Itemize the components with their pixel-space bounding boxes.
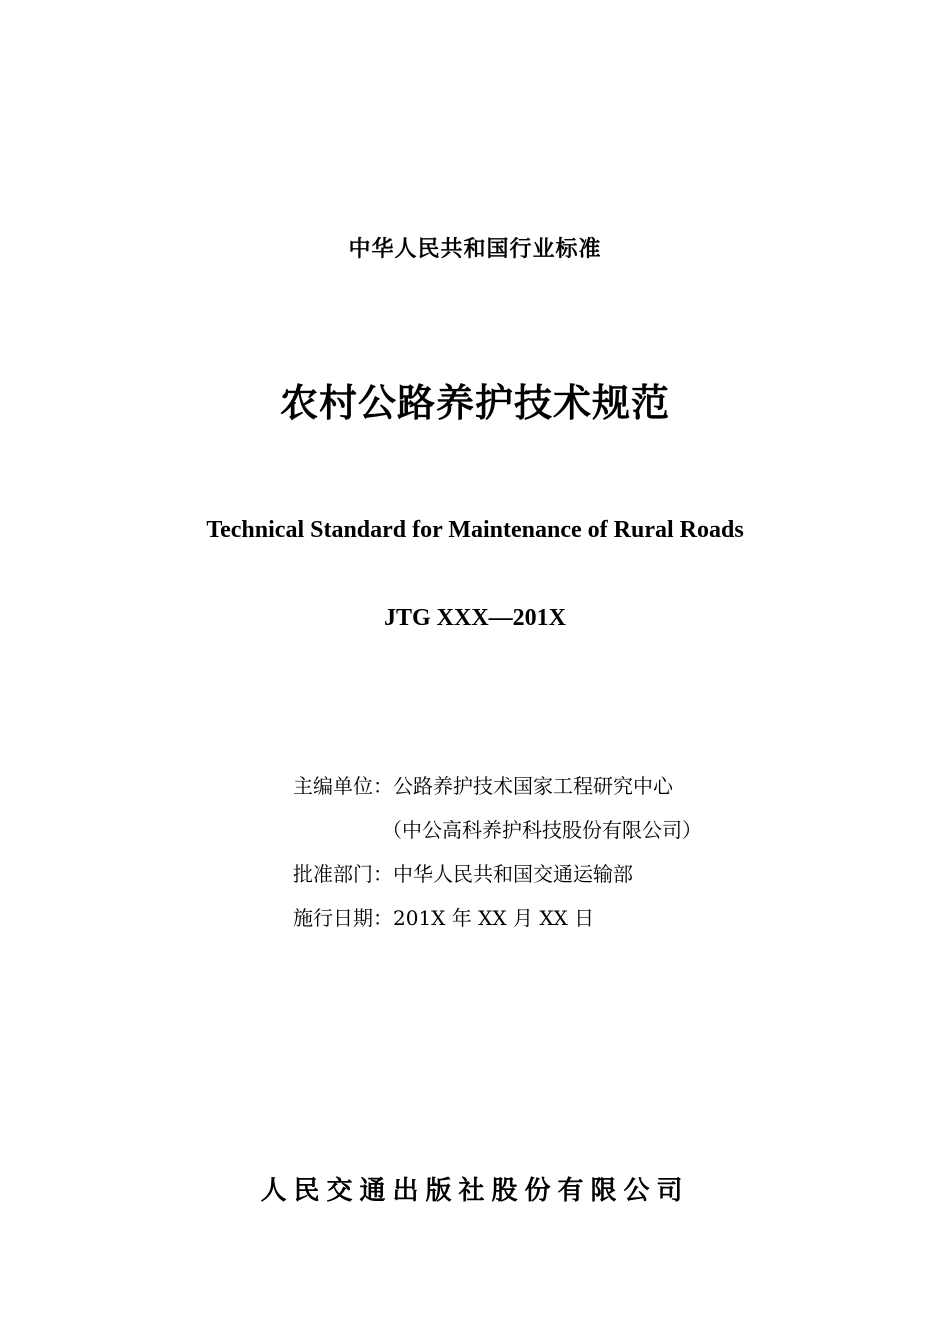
editor-sub-row — [293, 808, 702, 852]
industry-standard-heading: 中华人民共和国行业标准 — [348, 237, 602, 262]
effective-date-label: 施行日期： — [293, 906, 393, 930]
editor-label: 主编单位： — [293, 774, 393, 798]
publisher-name: 人民交通出版社股份有限公司 — [260, 1176, 690, 1206]
effective-date-value: 201X 年 XX 月 XX 日 — [393, 906, 595, 930]
approval-value: 中华人民共和国交通运输部 — [393, 862, 633, 886]
english-title: Technical Standard for Maintenance of Rural Roads — [206, 517, 744, 543]
editor-value: 公路养护技术国家工程研究中心 — [393, 774, 673, 798]
approval-label: 批准部门： — [293, 862, 393, 886]
standard-code: JTG XXX—201X — [383, 605, 566, 631]
editor-subvalue: （中公高科养护科技股份有限公司） — [382, 818, 702, 842]
editor-row — [293, 764, 702, 808]
document-title: 农村公路养护技术规范 — [279, 381, 670, 425]
approval-row — [293, 852, 702, 896]
effective-date-row — [293, 896, 702, 940]
document-meta — [293, 764, 702, 940]
